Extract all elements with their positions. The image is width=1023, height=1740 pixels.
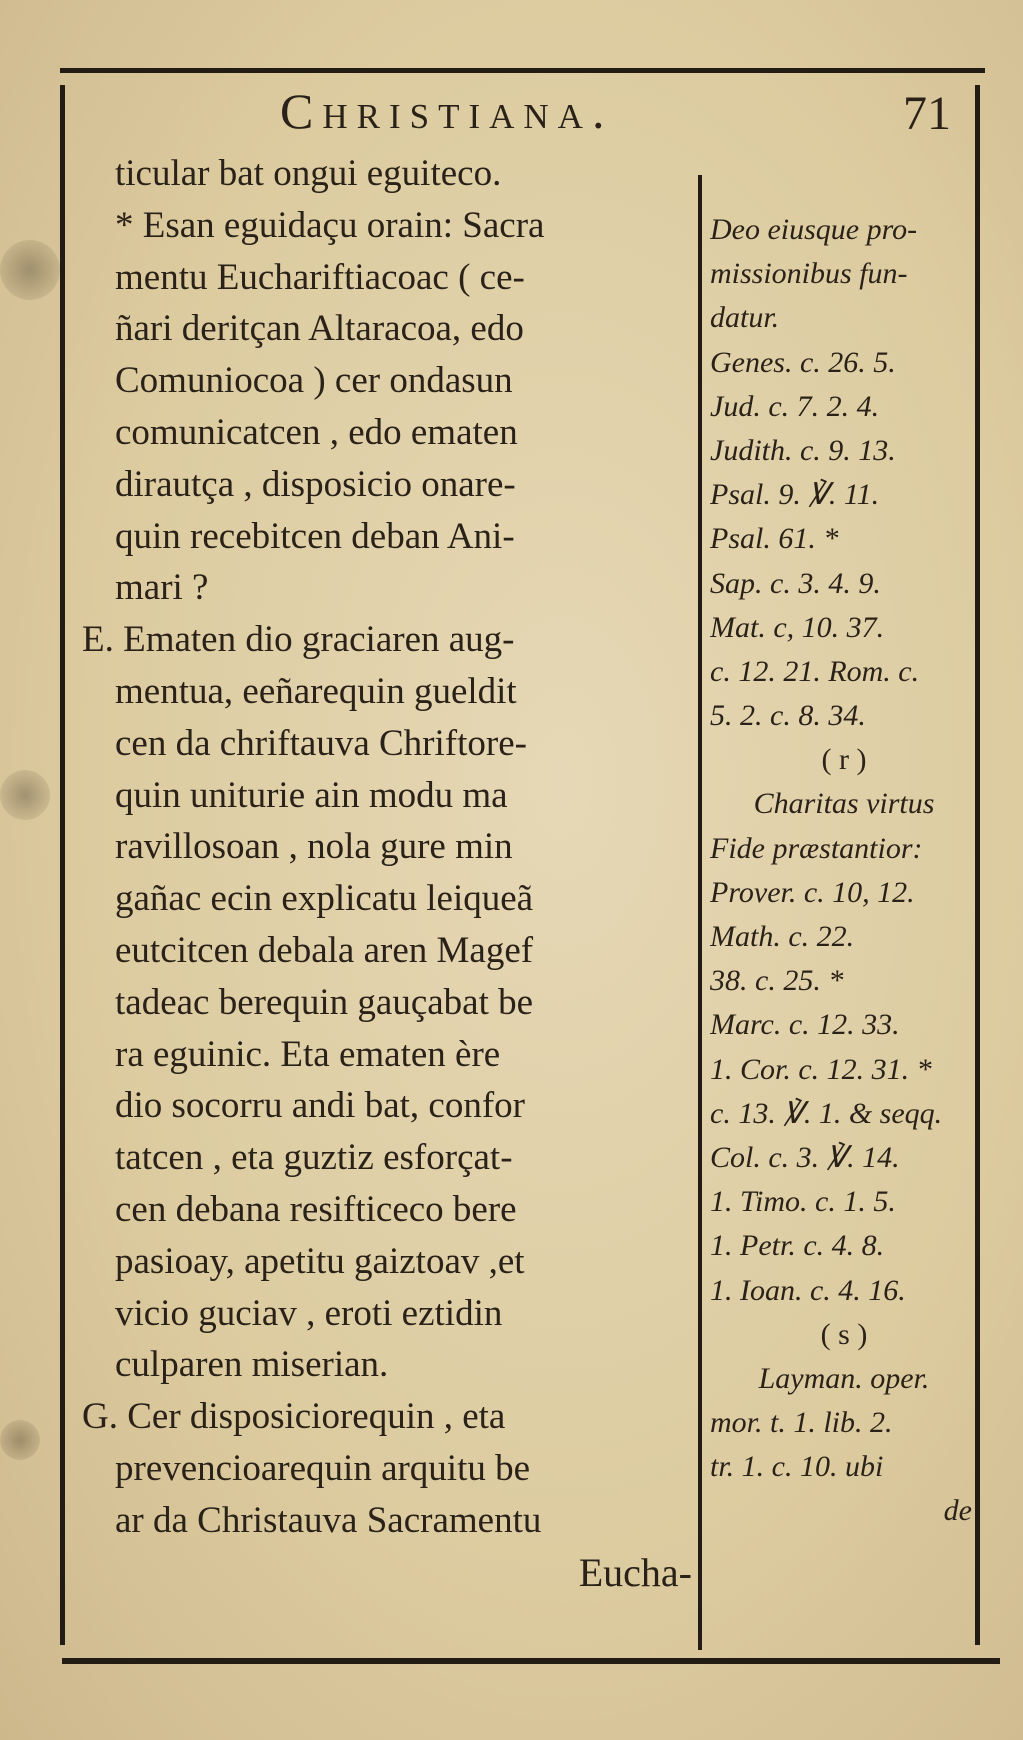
margin-note: Jud. c. 7. 2. 4. xyxy=(710,389,880,423)
text-line: E. Ematen dio graciaren aug- xyxy=(82,619,515,661)
margin-note: Mat. c, 10. 37. xyxy=(710,610,885,644)
margin-note: Psal. 9. ℣. 11. xyxy=(710,478,880,512)
margin-note: Judith. c. 9. 13. xyxy=(710,433,896,467)
margin-note: tr. 1. c. 10. ubi xyxy=(710,1450,884,1484)
margin-note: de xyxy=(943,1494,972,1528)
text-line: culparen miserian. xyxy=(115,1344,389,1386)
text-line: tadeac berequin gauçabat be xyxy=(115,981,534,1023)
text-line: quin recebitcen deban Ani- xyxy=(115,515,515,557)
text-line: tatcen , eta guztiz esforçat- xyxy=(115,1137,513,1179)
text-line: vicio guciav , eroti eztidin xyxy=(115,1292,503,1334)
margin-note: Genes. c. 26. 5. xyxy=(710,345,896,379)
ink-smudge xyxy=(0,770,50,820)
text-line: Comuniocoa ) cer ondasun xyxy=(115,360,513,402)
margin-note: Col. c. 3. ℣. 14. xyxy=(710,1140,900,1174)
margin-note: 1. Timo. c. 1. 5. xyxy=(710,1185,896,1219)
note-marker: ( s ) xyxy=(820,1317,868,1351)
margin-note: Marc. c. 12. 33. xyxy=(710,1008,900,1042)
bottom-border-rule xyxy=(62,1658,1000,1664)
text-line: quin uniturie ain modu ma xyxy=(115,774,508,816)
margin-note: Prover. c. 10, 12. xyxy=(710,875,915,909)
margin-note: c. 12. 21. Rom. c. xyxy=(710,654,920,688)
text-line: gañac ecin explicatu leiqueã xyxy=(115,878,534,920)
margin-note: Layman. oper. xyxy=(758,1361,930,1395)
catchword: Eucha- xyxy=(578,1549,692,1595)
text-line: comunicatcen , edo ematen xyxy=(115,411,518,453)
margin-note: Fide præstantior: xyxy=(710,831,923,865)
margin-note: missionibus fun- xyxy=(710,257,908,291)
main-text-column xyxy=(82,148,700,1598)
text-line: * Esan eguidaçu orain: Sacra xyxy=(115,204,545,246)
page-number: 71 xyxy=(903,87,951,140)
text-line: G. Cer disposiciorequin , eta xyxy=(82,1396,506,1438)
text-line: ar da Christauva Sacramentu xyxy=(115,1499,542,1541)
left-border-rule xyxy=(60,85,65,1645)
margin-note: Math. c. 22. xyxy=(710,920,855,953)
margin-note: c. 13. ℣. 1. & seqq. xyxy=(710,1096,943,1130)
margin-note: mor. t. 1. lib. 2. xyxy=(710,1406,893,1440)
text-line: ticular bat ongui eguiteco. xyxy=(115,153,502,194)
ink-smudge xyxy=(0,1420,40,1460)
marginal-notes-column xyxy=(710,208,978,1534)
text-line: mentu Euchariftiacoac ( ce- xyxy=(115,256,525,298)
text-line: ra eguinic. Eta ematen ère xyxy=(115,1033,501,1075)
margin-note: Charitas virtus xyxy=(753,787,935,821)
margin-note: 1. Petr. c. 4. 8. xyxy=(710,1229,885,1263)
text-line: cen da chriftauva Chriftore- xyxy=(115,722,527,764)
margin-note: Deo eiusque pro- xyxy=(710,213,918,246)
text-line: eutcitcen debala aren Magef xyxy=(115,929,534,971)
text-line: mentua, eeñarequin gueldit xyxy=(115,670,517,712)
margin-note: Sap. c. 3. 4. 9. xyxy=(710,566,881,600)
text-line: dirautça , disposicio onare- xyxy=(115,463,516,505)
margin-note: 1. Cor. c. 12. 31. * xyxy=(710,1052,932,1086)
text-line: pasioay, apetitu gaiztoav ,et xyxy=(115,1240,525,1282)
margin-note: 1. Ioan. c. 4. 16. xyxy=(710,1273,906,1307)
top-border-rule xyxy=(60,68,985,73)
text-line: cen debana resifticeco bere xyxy=(115,1188,517,1230)
note-marker: ( r ) xyxy=(821,743,867,777)
margin-note: Psal. 61. * xyxy=(710,522,839,556)
text-line: prevencioarequin arquitu be xyxy=(115,1447,531,1489)
text-line: mari ? xyxy=(115,567,209,609)
ink-smudge xyxy=(0,240,60,300)
text-line: dio socorru andi bat, confor xyxy=(115,1085,525,1127)
text-line: ñari deritçan Altaracoa, edo xyxy=(115,308,524,350)
margin-note: datur. xyxy=(710,301,780,335)
margin-note: 5. 2. c. 8. 34. xyxy=(710,699,866,733)
text-line: ravillosoan , nola gure min xyxy=(115,826,513,868)
margin-note: 38. c. 25. * xyxy=(710,964,844,998)
running-header-title: Christiana. xyxy=(280,83,614,139)
